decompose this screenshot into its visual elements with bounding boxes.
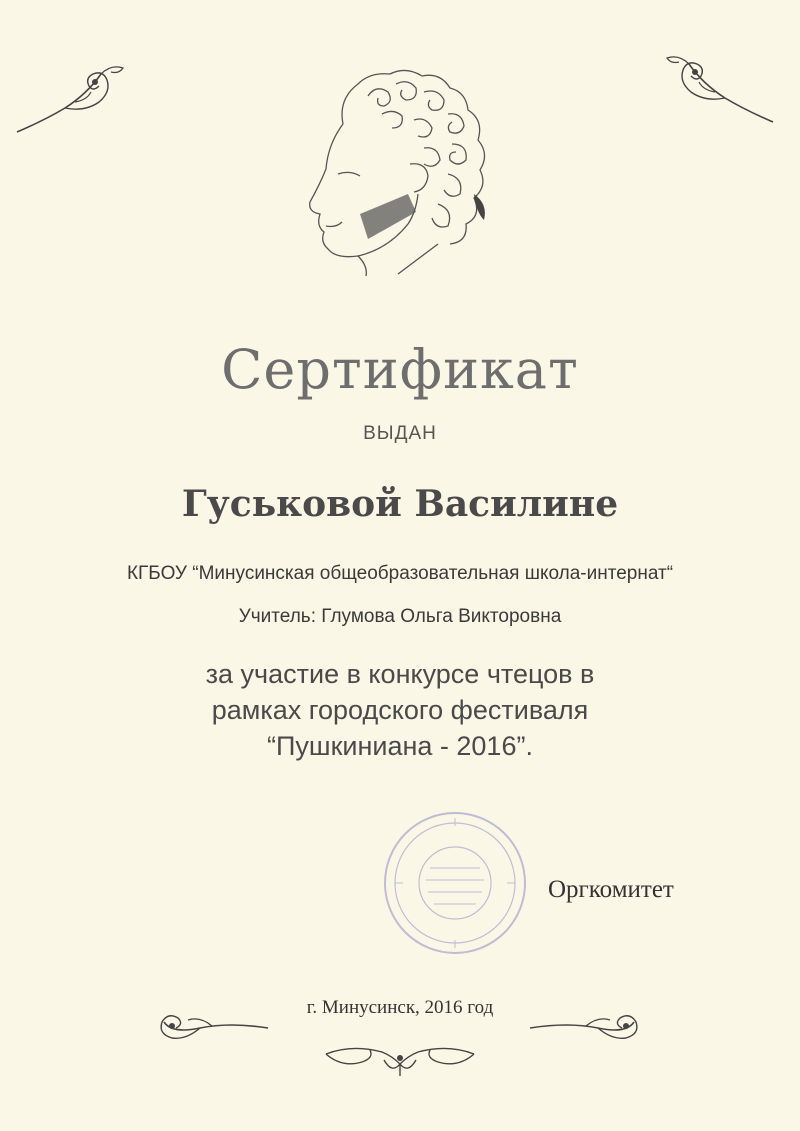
bottom-center-ornament [322,1034,478,1078]
official-stamp [380,808,530,958]
organizer-signature: Оргкомитет [548,876,674,903]
place-and-year: г. Минусинск, 2016 год [306,997,494,1018]
award-reason-line: “Пушкиниана - 2016”. [267,731,533,761]
certificate-title: Сертификат [221,338,579,401]
corner-ornament-top-right [660,50,775,130]
award-reason-line: за участие в конкурсе чтецов в [205,659,595,689]
portrait-sketch [298,44,508,294]
corner-ornament-top-left [15,60,130,140]
recipient-name: Гуськовой Василине [181,483,619,525]
school-name: КГБОУ “Минусинская общеобразовательная школа-интернат“ [126,563,674,584]
award-reason-line: рамках городского фестиваля [211,695,589,725]
issued-label: ВЫДАН [363,423,437,444]
award-reason [0,656,800,764]
corner-ornament-bottom-left [150,998,270,1050]
corner-ornament-bottom-right [528,998,648,1050]
teacher-name: Учитель: Глумова Ольга Викторовна [238,606,562,627]
